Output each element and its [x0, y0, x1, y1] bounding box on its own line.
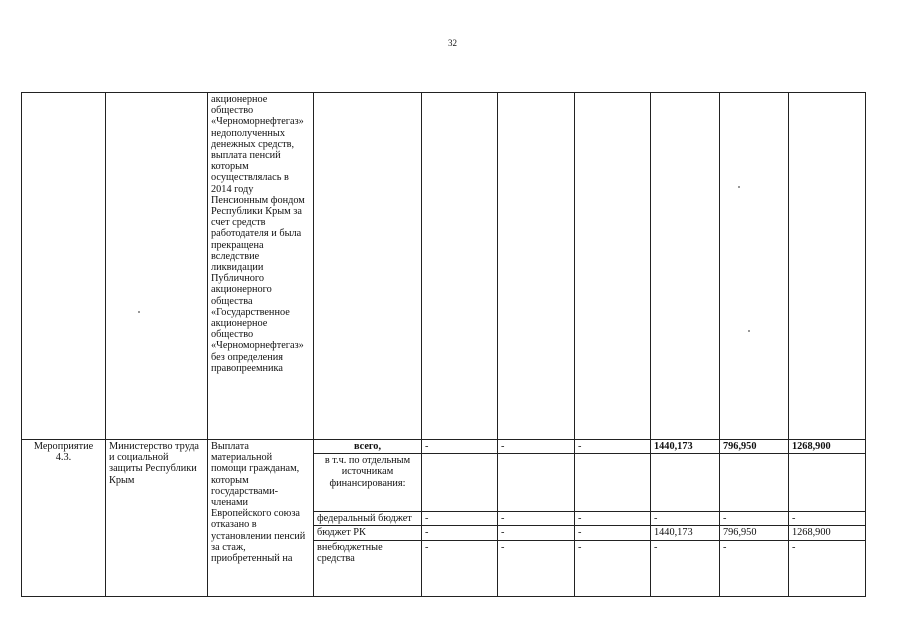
page-number: 32: [448, 38, 457, 48]
value-cell: -: [575, 526, 651, 540]
value-cell: -: [720, 512, 789, 526]
value-cell: [720, 93, 789, 440]
source-label: внебюджетные средства: [314, 540, 422, 596]
source-label: бюджет РК: [314, 526, 422, 540]
measure-number: Мероприятие 4.3.: [22, 440, 106, 597]
financing-table: [21, 92, 866, 597]
value-cell: -: [789, 540, 866, 596]
scan-speck: [738, 186, 740, 188]
value-cell: -: [498, 512, 575, 526]
value-cell: [789, 454, 866, 512]
value-cell: -: [422, 540, 498, 596]
value-cell: -: [498, 526, 575, 540]
description-cell: акционерное общество «Черноморнефтегаз» недополученных денежных средств, выплата пенсий которым осуществлялась в 2014 году Пенсионным фондом Республики Крым за счет средств работодателя и была прекращена вследствие ликвидации Публичного акционерного общества «Государственное акционерное общество «Черноморнефтегаз» без определения правопреемника: [208, 93, 314, 440]
value-cell: 1440,173: [651, 440, 720, 454]
measure-row-total: [22, 440, 866, 454]
source-label: всего,: [314, 440, 422, 454]
scan-speck: [748, 330, 750, 332]
value-cell: 796,950: [720, 440, 789, 454]
value-cell: -: [575, 440, 651, 454]
value-cell: -: [651, 512, 720, 526]
value-cell: [422, 454, 498, 512]
scan-speck: [138, 311, 140, 313]
source-label: в т.ч. по отдельным источникам финансирования:: [314, 454, 422, 512]
value-cell: [651, 93, 720, 440]
value-cell: -: [498, 440, 575, 454]
value-cell: -: [422, 526, 498, 540]
value-cell: -: [789, 512, 866, 526]
value-cell: [789, 93, 866, 440]
number-cell: [22, 93, 106, 440]
value-cell: -: [422, 512, 498, 526]
value-cell: [651, 454, 720, 512]
value-cell: [720, 454, 789, 512]
value-cell: [575, 93, 651, 440]
value-cell: 1440,173: [651, 526, 720, 540]
value-cell: -: [575, 540, 651, 596]
value-cell: -: [651, 540, 720, 596]
value-cell: -: [422, 440, 498, 454]
source-label: федеральный бюджет: [314, 512, 422, 526]
value-cell: -: [498, 540, 575, 596]
continuation-row: [22, 93, 866, 440]
value-cell: 1268,900: [789, 440, 866, 454]
measure-executor: Министерство труда и социальной защиты Республики Крым: [106, 440, 208, 597]
value-cell: 1268,900: [789, 526, 866, 540]
value-cell: 796,950: [720, 526, 789, 540]
value-cell: -: [720, 540, 789, 596]
value-cell: [422, 93, 498, 440]
measure-description: Выплата материальной помощи гражданам, которым государствами-членами Европейского союза отказано в установлении пенсий за стаж, приобретенный на: [208, 440, 314, 597]
value-cell: [575, 454, 651, 512]
executor-cell: [106, 93, 208, 440]
value-cell: [498, 454, 575, 512]
source-cell: [314, 93, 422, 440]
value-cell: [498, 93, 575, 440]
value-cell: -: [575, 512, 651, 526]
